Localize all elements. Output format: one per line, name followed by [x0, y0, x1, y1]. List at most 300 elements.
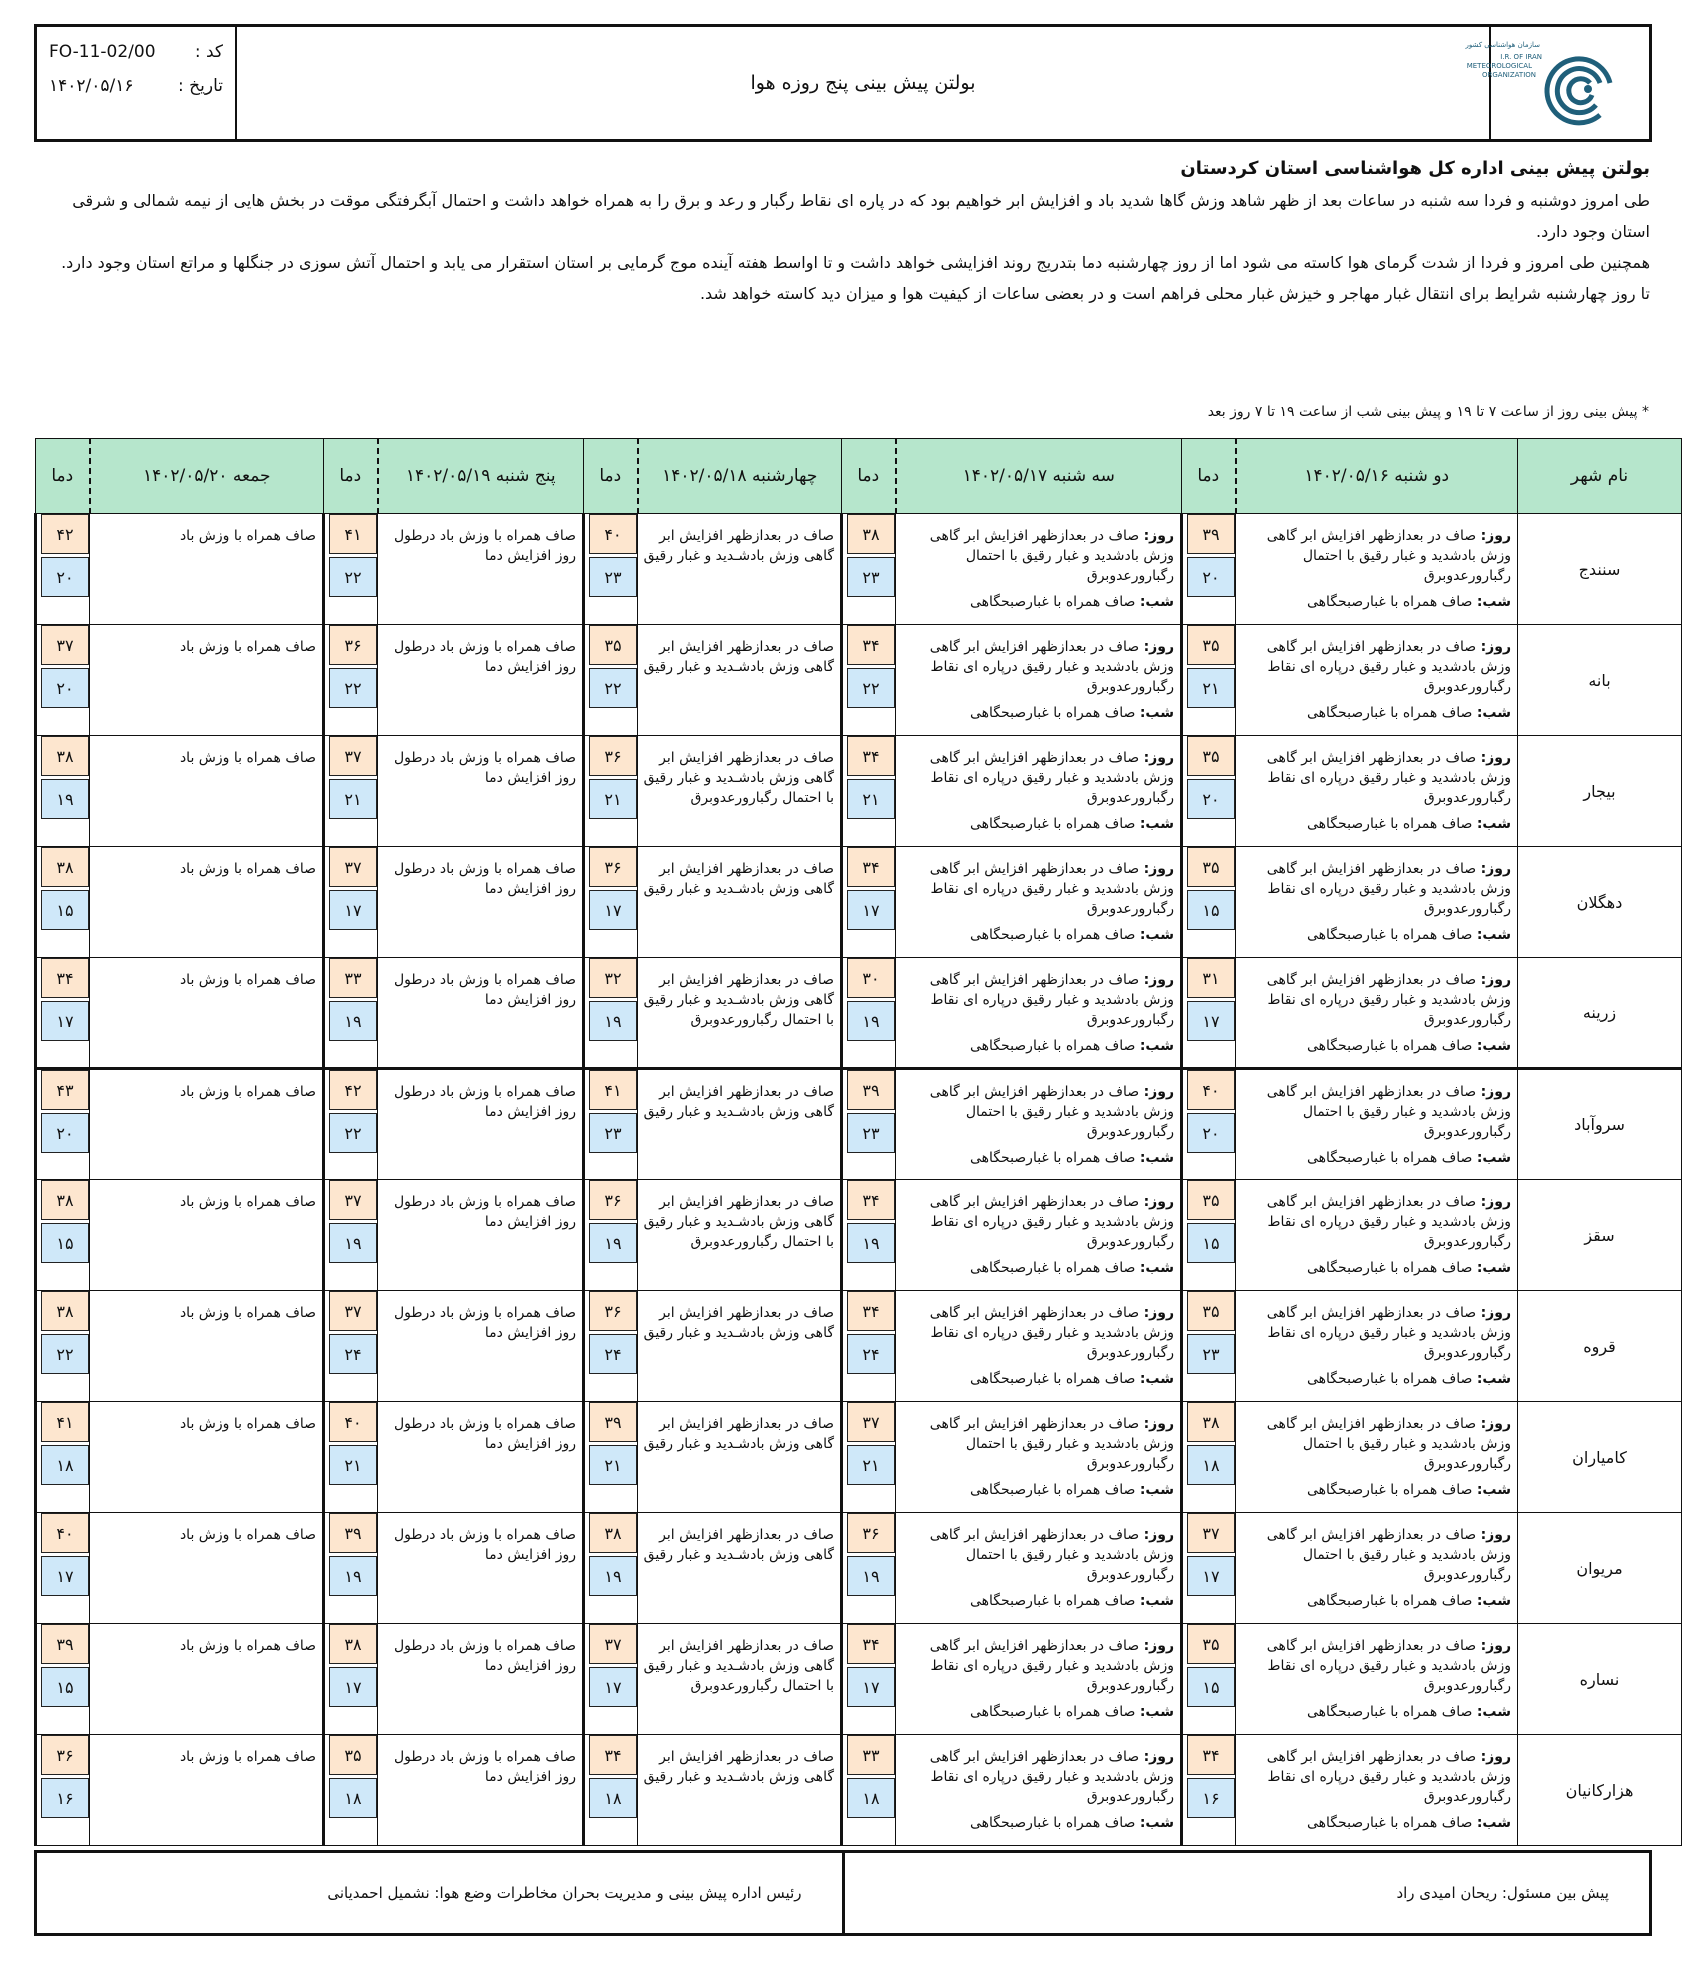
temp-cell-2: [842, 958, 896, 1069]
min-temp: ۱۹: [329, 1556, 377, 1596]
temp-cell-5: [36, 958, 90, 1069]
max-temp: ۳۹: [41, 1624, 89, 1664]
day-text: صاف همراه با وزش باد درطول روز افزایش دما: [393, 861, 576, 897]
day-forecast: [900, 1082, 1174, 1142]
day-text: صاف همراه با وزش باد: [179, 1527, 316, 1543]
min-temp: ۱۷: [1187, 1001, 1235, 1041]
day-label: روز:: [1143, 1638, 1174, 1654]
day-text: صاف در بعدازظهر افزایش ابر گاهی وزش بادشدید و غبار رقیق درپاره ای نقاط رگبارورعدوبرق: [1266, 750, 1511, 806]
intro-heading: بولتن پیش بینی اداره کل هواشناسی استان کردستان: [1180, 158, 1650, 179]
date-value: ۱۴۰۲/۰۵/۱۶: [49, 76, 134, 96]
night-forecast: [1240, 1702, 1511, 1722]
max-temp: ۳۸: [847, 514, 895, 554]
day-forecast: [1240, 859, 1511, 919]
max-temp: ۳۵: [1187, 1624, 1235, 1664]
min-temp: ۱۷: [329, 1667, 377, 1707]
day-forecast: [1240, 1192, 1511, 1252]
night-forecast: [1240, 1258, 1511, 1278]
max-temp: ۳۱: [1187, 958, 1235, 998]
footer-signatures: [34, 1850, 1652, 1936]
min-temp: ۲۲: [847, 668, 895, 708]
day-text: صاف همراه با وزش باد: [179, 972, 316, 988]
min-temp: ۱۹: [329, 1001, 377, 1041]
max-temp: ۳۷: [589, 1624, 637, 1664]
temp-cell-3: [584, 1291, 638, 1402]
forecast-cell-5: [90, 514, 324, 625]
forecast-cell-3: [638, 847, 842, 958]
max-temp: ۴۲: [41, 514, 89, 554]
day-forecast: [94, 1414, 316, 1434]
forecast-cell-3: [638, 625, 842, 736]
min-temp: ۱۸: [847, 1778, 895, 1818]
min-temp: ۲۱: [329, 1445, 377, 1485]
day-text: صاف همراه با وزش باد درطول روز افزایش دما: [393, 1638, 576, 1674]
max-temp: ۳۷: [329, 736, 377, 776]
max-temp: ۴۰: [329, 1402, 377, 1442]
max-temp: ۴۲: [329, 1070, 377, 1110]
day-forecast: [94, 637, 316, 657]
forecast-cell-1: [1236, 1513, 1518, 1624]
min-temp: ۱۹: [847, 1001, 895, 1041]
temp-cell-4: [324, 1180, 378, 1291]
min-temp: ۲۰: [1187, 779, 1235, 819]
day-forecast: [382, 859, 576, 899]
forecast-cell-4: [378, 958, 584, 1069]
day-text: صاف همراه با وزش باد: [179, 1305, 316, 1321]
day-text: صاف در بعدازظهر افزایش ابر گاهی وزش بادشدید و غبار رقیق درپاره ای نقاط رگبارورعدوبرق: [929, 1305, 1174, 1361]
max-temp: ۴۱: [589, 1070, 637, 1110]
day-text: صاف در بعدازظهر افزایش ابر گاهی وزش بادشـدید و غبار رقیق: [643, 1416, 834, 1452]
temp-cell-5: [36, 1735, 90, 1846]
logo-text-fa: سازمان هواشناسی کشور: [1465, 41, 1540, 49]
night-forecast: [900, 1258, 1174, 1278]
min-temp: ۲۱: [847, 779, 895, 819]
bulletin-title: بولتن پیش بینی پنج روزه هوا: [750, 72, 976, 94]
night-text: صاف همراه با غبارصبحگاهی: [969, 927, 1136, 943]
day-forecast: [900, 1192, 1174, 1252]
min-temp: ۱۹: [589, 1001, 637, 1041]
day-text: صاف همراه با وزش باد: [179, 528, 316, 544]
min-temp: ۱۷: [41, 1556, 89, 1596]
night-forecast: [1240, 1480, 1511, 1500]
temp-cell-4: [324, 514, 378, 625]
table-row: [36, 1180, 1682, 1291]
forecast-cell-2: [896, 736, 1182, 847]
day-text: صاف در بعدازظهر افزایش ابر گاهی وزش بادشدید و غبار رقیق درپاره ای نقاط رگبارورعدوبرق: [929, 1638, 1174, 1694]
day-text: صاف در بعدازظهر افزایش ابر گاهی وزش بادشدید و غبار رقیق با احتمال رگبارورعدوبرق: [929, 1416, 1174, 1472]
day-text: صاف همراه با وزش باد درطول روز افزایش دما: [393, 528, 576, 564]
day-forecast: [94, 1303, 316, 1323]
night-label: شب:: [1476, 1150, 1511, 1166]
day-label: روز:: [1143, 750, 1174, 766]
forecast-cell-4: [378, 514, 584, 625]
night-forecast: [1240, 1813, 1511, 1833]
forecast-cell-5: [90, 958, 324, 1069]
forecast-cell-3: [638, 514, 842, 625]
forecast-cell-2: [896, 1624, 1182, 1735]
temp-cell-1: [1182, 736, 1236, 847]
min-temp: ۱۷: [589, 1667, 637, 1707]
night-text: صاف همراه با غبارصبحگاهی: [1306, 1815, 1473, 1831]
night-text: صاف همراه با غبارصبحگاهی: [1306, 1038, 1473, 1054]
table-row: [36, 1513, 1682, 1624]
day-label: روز:: [1480, 1305, 1511, 1321]
night-label: شب:: [1139, 1815, 1174, 1831]
forecast-cell-5: [90, 1180, 324, 1291]
header-day-2: سه شنبه ۱۴۰۲/۰۵/۱۷: [896, 439, 1182, 514]
day-text: صاف در بعدازظهر افزایش ابر گاهی وزش بادشدید و غبار رقیق با احتمال رگبارورعدوبرق: [1266, 528, 1511, 584]
max-temp: ۳۹: [589, 1402, 637, 1442]
day-label: روز:: [1480, 972, 1511, 988]
temp-cell-2: [842, 847, 896, 958]
code-label: کد :: [194, 42, 223, 62]
min-temp: ۱۷: [847, 1667, 895, 1707]
forecast-cell-5: [90, 847, 324, 958]
day-forecast: [382, 1082, 576, 1122]
max-temp: ۳۸: [589, 1513, 637, 1553]
night-text: صاف همراه با غبارصبحگاهی: [1306, 594, 1473, 610]
forecast-cell-3: [638, 736, 842, 847]
day-forecast: [642, 1747, 834, 1787]
night-text: صاف همراه با غبارصبحگاهی: [1306, 1482, 1473, 1498]
night-forecast: [1240, 925, 1511, 945]
night-text: صاف همراه با غبارصبحگاهی: [1306, 1150, 1473, 1166]
night-text: صاف همراه با غبارصبحگاهی: [969, 1593, 1136, 1609]
forecast-cell-5: [90, 1735, 324, 1846]
forecast-cell-1: [1236, 514, 1518, 625]
city-name: قروه: [1518, 1291, 1682, 1402]
night-forecast: [900, 1591, 1174, 1611]
min-temp: ۱۵: [41, 1223, 89, 1263]
header-day-3: چهارشنبه ۱۴۰۲/۰۵/۱۸: [638, 439, 842, 514]
temp-cell-5: [36, 736, 90, 847]
day-forecast: [94, 1192, 316, 1212]
temp-cell-4: [324, 1624, 378, 1735]
temp-cell-5: [36, 1624, 90, 1735]
night-label: شب:: [1476, 1593, 1511, 1609]
day-forecast: [1240, 970, 1511, 1030]
day-text: صاف همراه با وزش باد درطول روز افزایش دما: [393, 1305, 576, 1341]
temp-cell-5: [36, 1180, 90, 1291]
max-temp: ۳۸: [41, 736, 89, 776]
forecast-cell-1: [1236, 625, 1518, 736]
forecast-cell-4: [378, 736, 584, 847]
city-name: سقز: [1518, 1180, 1682, 1291]
forecast-cell-5: [90, 1513, 324, 1624]
forecast-cell-5: [90, 625, 324, 736]
logo-icon: [1465, 33, 1640, 133]
day-text: صاف در بعدازظهر افزایش ابر گاهی وزش بادشـدید و غبار رقیق با احتمال رگبارورعدوبرق: [643, 972, 834, 1028]
intro-paragraph-3: تا روز چهارشنبه شرایط برای انتقال غبار مهاجر و خیزش غبار محلی فراهم است و در بعضی ساعات از کیفیت هوا و میزان دید کاسته خواهد شد.: [699, 284, 1650, 303]
day-label: روز:: [1143, 1305, 1174, 1321]
forecast-cell-4: [378, 1513, 584, 1624]
day-forecast: [1240, 1636, 1511, 1696]
night-text: صاف همراه با غبارصبحگاهی: [969, 705, 1136, 721]
temp-cell-4: [324, 1291, 378, 1402]
min-temp: ۲۱: [329, 779, 377, 819]
day-forecast: [1240, 1303, 1511, 1363]
forecast-cell-1: [1236, 1735, 1518, 1846]
forecast-cell-4: [378, 625, 584, 736]
day-text: صاف همراه با وزش باد درطول روز افزایش دما: [393, 1416, 576, 1452]
max-temp: ۳۵: [329, 1735, 377, 1775]
day-forecast: [94, 1747, 316, 1767]
night-label: شب:: [1476, 1815, 1511, 1831]
day-text: صاف در بعدازظهر افزایش ابر گاهی وزش بادشدید و غبار رقیق درپاره ای نقاط رگبارورعدوبرق: [929, 972, 1174, 1028]
day-forecast: [1240, 1747, 1511, 1807]
temp-cell-4: [324, 1513, 378, 1624]
min-temp: ۲۲: [329, 1113, 377, 1153]
max-temp: ۳۴: [847, 1291, 895, 1331]
night-forecast: [1240, 1369, 1511, 1389]
temp-cell-3: [584, 847, 638, 958]
intro-paragraph-1: طی امروز دوشنبه و فردا سه شنبه در ساعات بعد از ظهر شاهد وزش گاها شدید باد و افزایش ابر خواهیم بود که در پاره ای نقاط رگبار و رعد و برق را به همراه خواهد داشت و احتمال آبگرفتگی موقت در بخش هایی از نیمه شمالی و شرقی استان وجود دارد.: [72, 191, 1650, 241]
day-forecast: [382, 1303, 576, 1343]
day-label: روز:: [1143, 972, 1174, 988]
temp-cell-5: [36, 625, 90, 736]
night-forecast: [900, 814, 1174, 834]
max-temp: ۳۶: [589, 1180, 637, 1220]
day-label: روز:: [1143, 861, 1174, 877]
logo-text-en1: I.R. OF IRAN: [1500, 53, 1542, 61]
night-text: صاف همراه با غبارصبحگاهی: [1306, 1704, 1473, 1720]
max-temp: ۳۷: [41, 625, 89, 665]
city-name: دهگلان: [1518, 847, 1682, 958]
day-forecast: [94, 526, 316, 546]
temp-cell-5: [36, 1069, 90, 1180]
min-temp: ۲۴: [847, 1334, 895, 1374]
day-text: صاف همراه با وزش باد درطول روز افزایش دما: [393, 1084, 576, 1120]
max-temp: ۳۴: [847, 736, 895, 776]
day-text: صاف همراه با وزش باد: [179, 750, 316, 766]
day-forecast: [382, 1525, 576, 1565]
max-temp: ۳۴: [847, 1180, 895, 1220]
night-forecast: [900, 1036, 1174, 1056]
max-temp: ۳۷: [1187, 1513, 1235, 1553]
city-name: مریوان: [1518, 1513, 1682, 1624]
day-text: صاف در بعدازظهر افزایش ابر گاهی وزش بادشدید و غبار رقیق درپاره ای نقاط رگبارورعدوبرق: [1266, 861, 1511, 917]
min-temp: ۱۹: [847, 1556, 895, 1596]
night-text: صاف همراه با غبارصبحگاهی: [969, 1260, 1136, 1276]
forecast-cell-3: [638, 1402, 842, 1513]
temp-cell-2: [842, 1513, 896, 1624]
min-temp: ۲۳: [589, 1113, 637, 1153]
night-text: صاف همراه با غبارصبحگاهی: [969, 594, 1136, 610]
temp-cell-1: [1182, 1291, 1236, 1402]
day-text: صاف در بعدازظهر افزایش ابر گاهی وزش بادشـدید و غبار رقیق با احتمال رگبارورعدوبرق: [643, 1194, 834, 1250]
city-name: هزارکانیان: [1518, 1735, 1682, 1846]
temp-cell-2: [842, 514, 896, 625]
code-date-box: [37, 27, 237, 139]
max-temp: ۳۶: [589, 736, 637, 776]
day-label: روز:: [1143, 1416, 1174, 1432]
day-label: روز:: [1480, 1749, 1511, 1765]
min-temp: ۱۷: [589, 890, 637, 930]
temp-cell-4: [324, 1069, 378, 1180]
max-temp: ۳۴: [847, 625, 895, 665]
max-temp: ۳۹: [1187, 514, 1235, 554]
temp-cell-2: [842, 1291, 896, 1402]
temp-cell-4: [324, 736, 378, 847]
max-temp: ۳۴: [1187, 1735, 1235, 1775]
day-label: روز:: [1480, 861, 1511, 877]
temp-cell-2: [842, 1402, 896, 1513]
max-temp: ۳۷: [847, 1402, 895, 1442]
forecast-cell-3: [638, 1513, 842, 1624]
city-name: زرینه: [1518, 958, 1682, 1069]
night-text: صاف همراه با غبارصبحگاهی: [1306, 927, 1473, 943]
forecast-cell-2: [896, 514, 1182, 625]
table-row: [36, 1624, 1682, 1735]
forecast-cell-5: [90, 1402, 324, 1513]
day-forecast: [382, 970, 576, 1010]
max-temp: ۳۴: [589, 1735, 637, 1775]
day-text: صاف در بعدازظهر افزایش ابر گاهی وزش بادشدید و غبار رقیق با احتمال رگبارورعدوبرق: [1266, 1527, 1511, 1583]
temp-cell-5: [36, 1402, 90, 1513]
header-day-4: پنج شنبه ۱۴۰۲/۰۵/۱۹: [378, 439, 584, 514]
day-forecast: [642, 1414, 834, 1454]
min-temp: ۱۹: [41, 779, 89, 819]
night-label: شب:: [1139, 1593, 1174, 1609]
day-text: صاف در بعدازظهر افزایش ابر گاهی وزش بادشدید و غبار رقیق درپاره ای نقاط رگبارورعدوبرق: [1266, 639, 1511, 695]
day-forecast: [94, 859, 316, 879]
min-temp: ۱۸: [329, 1778, 377, 1818]
night-forecast: [1240, 703, 1511, 723]
day-text: صاف در بعدازظهر افزایش ابر گاهی وزش بادشـدید و غبار رقیق: [643, 1749, 834, 1785]
temp-cell-1: [1182, 1180, 1236, 1291]
header-day-5: جمعه ۱۴۰۲/۰۵/۲۰: [90, 439, 324, 514]
day-text: صاف در بعدازظهر افزایش ابر گاهی وزش بادشدید و غبار رقیق درپاره ای نقاط رگبارورعدوبرق: [929, 750, 1174, 806]
min-temp: ۲۴: [329, 1334, 377, 1374]
day-label: روز:: [1480, 1416, 1511, 1432]
day-forecast: [642, 1525, 834, 1565]
temp-cell-1: [1182, 1069, 1236, 1180]
max-temp: ۳۶: [329, 625, 377, 665]
day-forecast: [1240, 637, 1511, 697]
night-label: شب:: [1476, 1371, 1511, 1387]
max-temp: ۳۴: [847, 847, 895, 887]
night-label: شب:: [1476, 1038, 1511, 1054]
day-forecast: [642, 1082, 834, 1122]
day-forecast: [900, 1414, 1174, 1474]
forecast-time-note: * پیش بینی روز از ساعت ۷ تا ۱۹ و پیش بینی شب از ساعت ۱۹ تا ۷ روز بعد: [1207, 404, 1649, 420]
day-forecast: [94, 748, 316, 768]
forecast-cell-1: [1236, 958, 1518, 1069]
max-temp: ۳۷: [329, 1180, 377, 1220]
day-forecast: [900, 637, 1174, 697]
max-temp: ۳۸: [329, 1624, 377, 1664]
night-label: شب:: [1139, 594, 1174, 610]
day-text: صاف در بعدازظهر افزایش ابر گاهی وزش بادشدید و غبار رقیق درپاره ای نقاط رگبارورعدوبرق: [929, 639, 1174, 695]
min-temp: ۲۳: [847, 1113, 895, 1153]
day-forecast: [642, 526, 834, 566]
night-text: صاف همراه با غبارصبحگاهی: [969, 1038, 1136, 1054]
day-label: روز:: [1480, 528, 1511, 544]
day-forecast: [94, 1082, 316, 1102]
max-temp: ۳۶: [589, 847, 637, 887]
forecast-cell-1: [1236, 847, 1518, 958]
max-temp: ۳۷: [329, 1291, 377, 1331]
temp-cell-5: [36, 514, 90, 625]
night-forecast: [1240, 1036, 1511, 1056]
max-temp: ۳۸: [1187, 1402, 1235, 1442]
organization-logo: [1465, 27, 1649, 139]
min-temp: ۱۷: [1187, 1556, 1235, 1596]
forecast-cell-2: [896, 625, 1182, 736]
max-temp: ۳۵: [1187, 1180, 1235, 1220]
temp-cell-2: [842, 1624, 896, 1735]
temp-cell-3: [584, 1069, 638, 1180]
max-temp: ۳۹: [847, 1070, 895, 1110]
night-label: شب:: [1476, 1482, 1511, 1498]
min-temp: ۲۰: [41, 1113, 89, 1153]
temp-cell-5: [36, 1291, 90, 1402]
forecast-cell-4: [378, 1402, 584, 1513]
max-temp: ۴۰: [1187, 1070, 1235, 1110]
day-text: صاف همراه با وزش باد درطول روز افزایش دما: [393, 1749, 576, 1785]
table-row: [36, 625, 1682, 736]
night-label: شب:: [1476, 927, 1511, 943]
night-text: صاف همراه با غبارصبحگاهی: [969, 1482, 1136, 1498]
night-text: صاف همراه با غبارصبحگاهی: [969, 1150, 1136, 1166]
min-temp: ۲۲: [329, 557, 377, 597]
day-forecast: [642, 1303, 834, 1343]
min-temp: ۲۳: [1187, 1334, 1235, 1374]
night-label: شب:: [1139, 1482, 1174, 1498]
forecast-cell-2: [896, 958, 1182, 1069]
day-label: روز:: [1480, 1194, 1511, 1210]
day-forecast: [900, 1636, 1174, 1696]
night-label: شب:: [1476, 816, 1511, 832]
temp-cell-3: [584, 1624, 638, 1735]
night-label: شب:: [1139, 927, 1174, 943]
forecast-cell-2: [896, 1291, 1182, 1402]
night-label: شب:: [1476, 1704, 1511, 1720]
temp-cell-3: [584, 1402, 638, 1513]
forecast-cell-2: [896, 1513, 1182, 1624]
temp-cell-4: [324, 1402, 378, 1513]
day-label: روز:: [1480, 1638, 1511, 1654]
header-temp-2: دما: [842, 439, 896, 514]
min-temp: ۱۹: [589, 1556, 637, 1596]
day-text: صاف در بعدازظهر افزایش ابر گاهی وزش بادشدید و غبار رقیق با احتمال رگبارورعدوبرق: [1266, 1084, 1511, 1140]
night-text: صاف همراه با غبارصبحگاهی: [1306, 705, 1473, 721]
forecaster-name: پیش بین مسئول: ریحان امیدی راد: [842, 1853, 1650, 1933]
forecast-cell-1: [1236, 1069, 1518, 1180]
forecast-cell-2: [896, 1069, 1182, 1180]
min-temp: ۱۶: [41, 1778, 89, 1818]
min-temp: ۱۹: [847, 1223, 895, 1263]
night-forecast: [900, 703, 1174, 723]
day-text: صاف در بعدازظهر افزایش ابر گاهی وزش بادشدید و غبار رقیق با احتمال رگبارورعدوبرق: [929, 1084, 1174, 1140]
night-text: صاف همراه با غبارصبحگاهی: [969, 1704, 1136, 1720]
day-forecast: [94, 1636, 316, 1656]
day-forecast: [900, 1525, 1174, 1585]
temp-cell-3: [584, 958, 638, 1069]
day-forecast: [642, 637, 834, 677]
department-head-name: رئیس اداره پیش بینی و مدیریت بحران مخاطرات وضع هوا: نشمیل احمدیانی: [327, 1884, 802, 1902]
temp-cell-4: [324, 1735, 378, 1846]
day-forecast: [382, 1636, 576, 1676]
table-row: [36, 736, 1682, 847]
header-temp-1: دما: [1182, 439, 1236, 514]
forecast-cell-3: [638, 1291, 842, 1402]
day-forecast: [900, 526, 1174, 586]
day-text: صاف همراه با وزش باد: [179, 639, 316, 655]
max-temp: ۳۸: [41, 1180, 89, 1220]
min-temp: ۱۶: [1187, 1778, 1235, 1818]
min-temp: ۲۱: [847, 1445, 895, 1485]
